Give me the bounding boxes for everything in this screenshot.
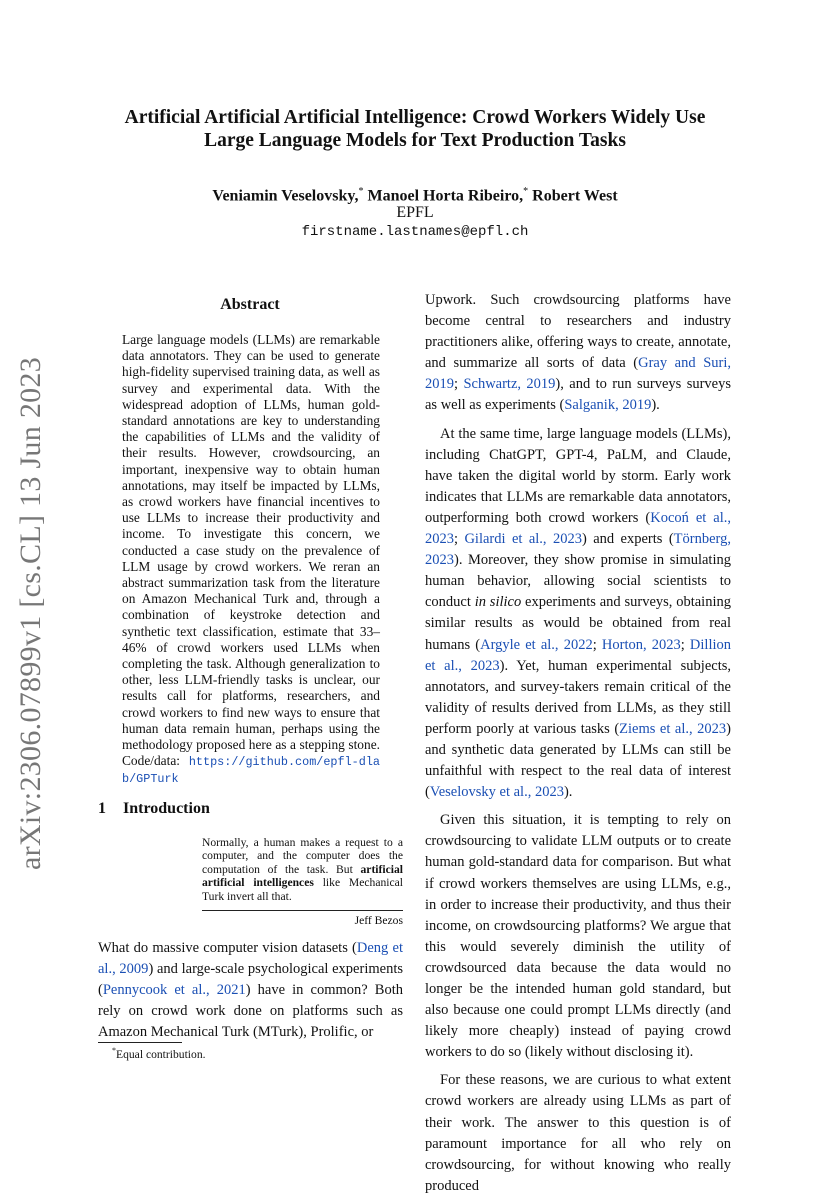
citation-link[interactable]: Pennycook et al., 2021 — [102, 982, 246, 998]
paragraph-text: ) and experts ( — [581, 531, 674, 548]
intro-text: What do massive computer vision datasets ( — [98, 940, 357, 956]
paragraph-text: ), and to run surveys surveys as well as experiments ( — [425, 376, 732, 414]
citation-link[interactable]: Dillion et al., 2023 — [425, 636, 732, 674]
epigraph-text-pre: Normally, a human makes a request to a computer, and the computer does the computation of the task. But — [202, 836, 403, 876]
citation-link[interactable]: Horton, 2023 — [601, 636, 681, 653]
author-1: Veniamin Veselovsky, — [212, 187, 359, 205]
epigraph-text-bold: artificial artificial intelligences — [202, 862, 403, 890]
abstract-text: Large language models (LLMs) are remarkable data annotators. They can be used to generate high-fidelity supervised training data, as well as survey and experimental data. With the widespread adoption of LLMs, human gold-standard annotations are key to understanding the capabilities of LLMs and the validity of their results. However, crowdsourcing, an important, inexpensive way to obtain human annotations, may itself be impacted by LLMs, as crowd workers have financial incentives to use LLMs to increase their productivity and income. To investigate this concern, we conducted a case study on the prevalence of LLM usage by crowd workers. We reran an abstract summarization task from the literature on Amazon Mechanical Turk and, through a combination of keystroke detection and synthetic text classification, estimate that 33–46% of crowd workers used LLMs when completing the task. Although generalization to other, less LLM-friendly tasks is unclear, our results call for platforms, researchers, and crowd workers to find new ways to ensure that human data remain human, perhaps using the methodology proposed here as a stepping stone. Code/data: — [122, 332, 380, 769]
paragraph-text: At the same time, large language models (LLMs), including ChatGPT, GPT-4, PaLM, and Claude, have taken the digital world by storm. Early work indicates that LLMs are remarkable data annotators, outperforming both crowd workers ( — [425, 425, 731, 526]
author-3: Robert West — [532, 187, 618, 205]
paragraph-text: ). Yet, human experimental subjects, annotators, and survey-takers remain critical of the validity of results derived from LLMs, as they still perform poorly at various tasks ( — [425, 657, 732, 737]
code-link[interactable]: https://github.com/epfl-dlab/GPTurk — [122, 755, 380, 787]
paragraph-text: ). — [651, 397, 660, 414]
abstract-body — [122, 332, 380, 788]
paragraph-text: ). Moreover, they show promise in simulating human behavior, allowing social scientists to conduct — [425, 552, 731, 611]
intro-text: ) have in common? Both rely on crowd work done on platforms such as Amazon Mechanical Turk (MTurk), Prolific, or — [98, 982, 403, 1040]
right-column — [425, 290, 731, 1204]
paragraph-text: experiments and surveys, obtaining similar results as would be obtained from real humans ( — [425, 594, 731, 653]
section-number: 1 — [98, 800, 106, 817]
affiliation: EPFL — [396, 204, 434, 221]
paragraph-text: ; — [454, 376, 464, 393]
citation-link[interactable]: Ziems et al., 2023 — [619, 720, 727, 737]
paragraph: Given this situation, it is tempting to rely on crowdsourcing to validate LLM outputs or to create human gold-standard data for comparison. But what if crowd workers themselves are using LLMs, e.g., in order to increase their productivity, and thus their income, on crowdsourcing platforms? We argue that this would severely diminish the utility of crowdsourced data because the data would no longer be the intended human gold standard, but also because one could prompt LLMs directly (and likely more cheaply) instead of paying crowd workers to do so (likely without disclosing it). — [425, 812, 731, 1061]
paragraph — [425, 290, 731, 417]
equal-contribution-mark-2: * — [523, 186, 529, 197]
title-line-1: Artificial Artificial Artificial Intelligence: Crowd Workers Widely Use — [124, 107, 706, 128]
footnote-mark: * — [112, 1046, 116, 1055]
abstract-heading: Abstract — [220, 296, 280, 313]
paragraph — [425, 424, 731, 804]
citation-link[interactable]: Törnberg, 2023 — [425, 531, 731, 569]
section-heading-introduction — [98, 800, 210, 818]
epigraph-author: Jeff Bezos — [354, 914, 403, 927]
arxiv-identifier: arXiv:2306.07899v1 [cs.CL] 13 Jun 2023 — [14, 356, 47, 870]
paragraph-text: ; — [592, 636, 602, 653]
citation-link[interactable]: Gray and Suri, 2019 — [425, 355, 732, 393]
paper-title — [90, 106, 740, 152]
epigraph-text-post: like Mechanical Turk invert all that. — [202, 876, 403, 903]
paragraph-text: ; — [680, 636, 690, 653]
intro-paragraph-left — [98, 938, 403, 1043]
author-email: firstname.lastnames@epfl.ch — [301, 224, 529, 240]
epigraph-quote — [202, 836, 403, 903]
emphasis-text: in silico — [474, 594, 522, 611]
paragraph-text: ; — [454, 531, 465, 548]
paragraph-text: Upwork. Such crowdsourcing platforms have become central to researchers and industry practitioners alike, offering ways to create, annotate, and summarize all sorts of data ( — [425, 292, 731, 372]
author-2: Manoel Horta Ribeiro, — [367, 187, 524, 205]
citation-link[interactable]: Gilardi et al., 2023 — [464, 531, 582, 548]
footnote-divider — [98, 1042, 182, 1043]
section-title: Introduction — [123, 800, 210, 817]
citation-link[interactable]: Schwartz, 2019 — [463, 376, 556, 393]
citation-link[interactable]: Argyle et al., 2022 — [480, 636, 593, 653]
paragraph-text: ) and synthetic data generated by LLMs can still be unfaithful with respect to the real data of interest ( — [425, 720, 731, 801]
citation-link[interactable]: Veselovsky et al., 2023 — [429, 784, 564, 801]
intro-text: ) and large-scale psychological experiments ( — [98, 961, 403, 998]
epigraph-divider — [202, 910, 403, 911]
citation-link[interactable]: Salganik, 2019 — [564, 397, 652, 414]
title-line-2: Large Language Models for Text Production Tasks — [204, 130, 626, 151]
citation-link[interactable]: Kocoń et al., 2023 — [425, 509, 732, 548]
paragraph-text: ). — [563, 784, 573, 801]
footnote-text: Equal contribution. — [116, 1047, 206, 1061]
paragraph: For these reasons, we are curious to what extent crowd workers are already using LLMs as part of their work. The answer to this question is of paramount importance for all who rely on crowdsourcing, for without knowing who really produced — [425, 1072, 731, 1194]
citation-link[interactable]: Deng et al., 2009 — [98, 940, 403, 977]
equal-contribution-mark-1: * — [358, 186, 364, 197]
footnote — [112, 1046, 206, 1061]
